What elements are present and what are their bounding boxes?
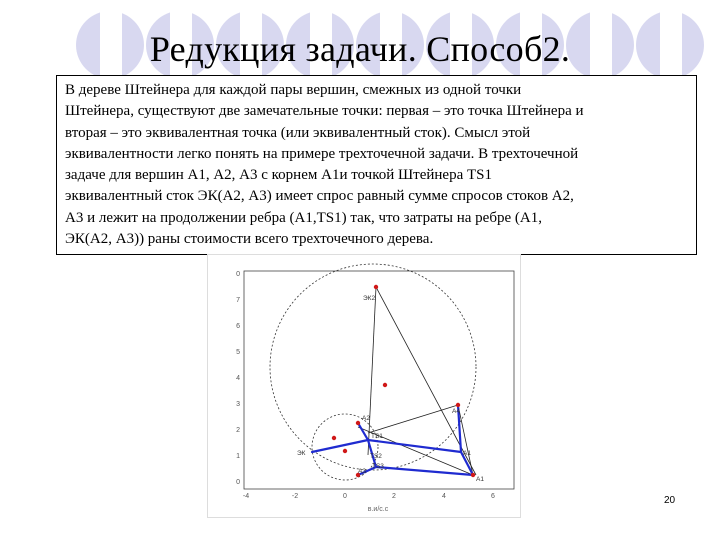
x-tick-label: 2 <box>392 493 396 500</box>
x-tick-label: 4 <box>442 493 446 500</box>
y-tick-label: 0 <box>236 271 240 278</box>
steiner-figure <box>207 254 521 518</box>
body-line: задаче для вершин А1, А2, А3 с корнем А1и точкой Штейнера TS1 <box>65 167 493 184</box>
point-label: TS1 <box>371 433 383 440</box>
x-tick-label: 0 <box>343 493 347 500</box>
y-tick-label: 6 <box>236 323 240 330</box>
tree-edge <box>376 467 473 475</box>
x-tick-label: -4 <box>242 493 250 500</box>
y-tick-label: 4 <box>236 375 240 382</box>
point-marker <box>374 285 378 289</box>
point-label: А1 <box>463 450 471 457</box>
body-line: В дереве Штейнера для каждой пары вершин, смежных из одной точки <box>65 82 522 98</box>
thin-edge <box>368 405 458 433</box>
point-marker <box>383 383 387 387</box>
point-label: ЭК <box>297 450 306 457</box>
point-marker <box>471 473 475 477</box>
body-line: Штейнера, существуют две замечательные точки: первая – это точка Штейнера и <box>65 103 584 120</box>
point-label: А3 <box>358 468 366 475</box>
body-line: эквивалентный сток ЭК(А2, А3) имеет спрос равный сумме спросов стоков А2, <box>65 188 574 205</box>
tree-edge <box>312 440 368 452</box>
point-label: ЭК2 <box>363 295 376 302</box>
x-axis-label: в.и/с.с <box>367 506 389 513</box>
y-tick-label: 0 <box>236 479 240 486</box>
x-tick-label: -2 <box>291 493 299 500</box>
page-number: 20 <box>664 495 676 506</box>
point-label: А2 <box>362 415 370 422</box>
thin-edge <box>376 287 461 447</box>
point-marker <box>332 436 336 440</box>
thin-edge <box>368 287 376 455</box>
tree-edge <box>358 423 368 440</box>
body-line: эквивалентности легко понять на примере трехточечной задачи. В трехточечной <box>65 145 579 162</box>
point-label: А1 <box>476 476 484 483</box>
x-tick-label: 6 <box>491 493 495 500</box>
body-line: ЭК(А2, А3)) раны стоимости всего трехточечного дерева. <box>65 231 434 248</box>
slide-title: Редукция задачи. Способ2. <box>149 29 571 69</box>
body-line: вторая – это эквивалентная точка (или эквивалентный сток). Смысл этой <box>65 124 531 141</box>
y-tick-label: 2 <box>236 427 240 434</box>
y-tick-label: 1 <box>236 453 240 460</box>
point-marker <box>343 449 347 453</box>
y-tick-label: 7 <box>236 297 240 304</box>
body-textbox <box>56 75 697 255</box>
figure-canvas <box>208 255 520 517</box>
point-label: TS3 <box>372 463 384 470</box>
body-line: А3 и лежит на продолжении ребра (А1,TS1) так, что затраты на ребре (А1, <box>65 209 542 226</box>
y-tick-label: 5 <box>236 349 240 356</box>
point-label: А4 <box>452 408 460 415</box>
point-label: TS2 <box>370 453 382 460</box>
point-marker <box>456 403 460 407</box>
y-tick-label: 3 <box>236 401 240 408</box>
point-marker <box>356 421 360 425</box>
